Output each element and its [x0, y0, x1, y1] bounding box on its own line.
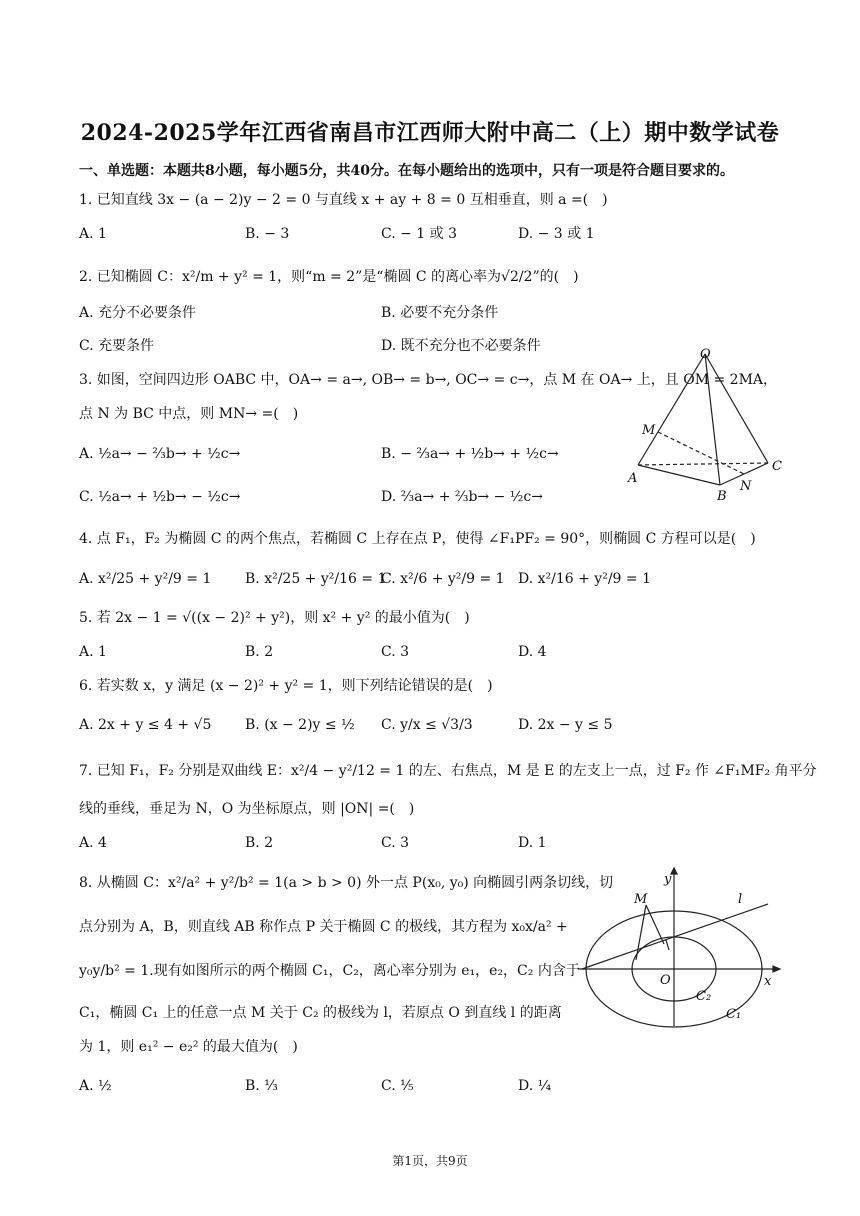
q2-option-c: C. 充要条件 [79, 338, 155, 354]
q1-stem: 1. 已知直线 3x − (a − 2)y − 2 = 0 与直线 x + ay + 8 = 0 互相垂直，则 a =( ) [79, 192, 608, 208]
q7-option-b: B. 2 [245, 835, 274, 851]
q7-option-a: A. 4 [79, 835, 107, 851]
q2-option-b: B. 必要不充分条件 [381, 305, 499, 321]
y-axis-arrow [671, 868, 677, 874]
ellipses-figure [578, 868, 783, 1028]
q8-stem-line3: y₀y/b² = 1.现有如图所示的两个椭圆 C₁，C₂，离心率分别为 e₁，e₂，C₂ 内含于 [79, 963, 580, 979]
q5-option-d: D. 4 [518, 644, 547, 660]
edge-oa [638, 354, 705, 465]
q8-option-d: D. ¼ [518, 1078, 552, 1094]
label-x: x [764, 974, 772, 989]
label-o: O [660, 973, 671, 988]
q7-stem-line1: 7. 已知 F₁，F₂ 分别是双曲线 E：x²/4 − y²/12 = 1 的左、右焦点，M 是 E 的左支上一点，过 F₂ 作 ∠F₁MF₂ 角平分 [79, 763, 817, 779]
q6-option-c: C. y/x ≤ √3/3 [381, 717, 473, 733]
q3-stem-line1: 3. 如图，空间四边形 OABC 中，OA→ = a→, OB→ = b→, OC→ = c→，点 M 在 OA→ 上，且 OM = 2MA， [79, 372, 778, 388]
edge-ob [705, 354, 720, 485]
q3-option-a: A. ½a→ − ⅔b→ + ½c→ [79, 446, 241, 462]
q6-option-b: B. (x − 2)y ≤ ½ [245, 717, 355, 733]
q2-option-d: D. 既不充分也不必要条件 [381, 338, 541, 354]
q3-option-c: C. ½a→ + ½b→ − ½c→ [79, 489, 241, 505]
page-title: 2024-2025学年江西省南昌市江西师大附中高二（上）期中数学试卷 [80, 120, 780, 146]
page-footer: 第1页，共9页 [392, 1154, 468, 1168]
q2-stem: 2. 已知椭圆 C：x²/m + y² = 1，则“m = 2”是“椭圆 C 的离心率为√2/2”的( ) [79, 269, 579, 285]
q1-option-d: D. − 3 或 1 [518, 226, 595, 242]
section-heading: 一、单选题：本题共8小题，每小题5分，共40分。在每小题给出的选项中，只有一项是符合题目要求的。 [79, 163, 734, 179]
label-c: C [772, 459, 782, 474]
q4-option-c: C. x²/6 + y²/9 = 1 [381, 571, 505, 587]
label-o: O [700, 347, 711, 362]
label-m: M [634, 892, 648, 907]
q5-option-c: C. 3 [381, 644, 410, 660]
q5-option-a: A. 1 [79, 644, 107, 660]
q6-option-d: D. 2x − y ≤ 5 [518, 717, 613, 733]
label-m: M [642, 423, 656, 438]
q6-stem: 6. 若实数 x，y 满足 (x − 2)² + y² = 1，则下列结论错误的是( ) [79, 678, 493, 694]
q8-stem-line2: 点分别为 A，B，则直线 AB 称作点 P 关于椭圆 C 的极线，其方程为 x₀x/a² + [79, 919, 568, 935]
segment-m-down [636, 905, 646, 960]
label-c2: C₂ [696, 989, 712, 1004]
label-b: B [717, 489, 727, 504]
q4-option-d: D. x²/16 + y²/9 = 1 [518, 571, 651, 587]
q4-stem: 4. 点 F₁，F₂ 为椭圆 C 的两个焦点，若椭圆 C 上存在点 P，使得 ∠F₁PF₂ = 90°，则椭圆 C 方程可以是( ) [79, 531, 756, 547]
label-c1: C₁ [726, 1007, 742, 1022]
q8-option-c: C. ⅕ [381, 1078, 414, 1094]
q8-option-a: A. ½ [79, 1078, 112, 1094]
label-n: N [740, 479, 752, 494]
q7-stem-line2: 线的垂线，垂足为 N，O 为坐标原点，则 |ON| =( ) [79, 801, 415, 817]
q7-option-c: C. 3 [381, 835, 410, 851]
q4-option-a: A. x²/25 + y²/9 = 1 [79, 571, 212, 587]
q3-option-d: D. ⅔a→ + ⅔b→ − ½c→ [381, 489, 543, 505]
q5-stem: 5. 若 2x − 1 = √((x − 2)² + y²)，则 x² + y² 的最小值为( ) [79, 610, 470, 626]
label-y: y [664, 872, 672, 887]
q3-stem-line2: 点 N 为 BC 中点，则 MN→ =( ) [79, 406, 299, 422]
q6-option-a: A. 2x + y ≤ 4 + √5 [79, 717, 212, 733]
segment-mo [646, 905, 664, 944]
q1-option-c: C. − 1 或 3 [381, 226, 458, 242]
edge-oc [705, 354, 768, 463]
q8-stem-line4: C₁，椭圆 C₁ 上的任意一点 M 关于 C₂ 的极线为 l，若原点 O 到直线 l 的距离 [79, 1005, 562, 1021]
x-axis-arrow [773, 966, 780, 972]
q4-option-b: B. x²/25 + y²/16 = 1 [245, 571, 387, 587]
segment-mn [658, 432, 744, 474]
q8-stem-line1: 8. 从椭圆 C：x²/a² + y²/b² = 1(a > b > 0) 外一点 P(x₀, y₀) 向椭圆引两条切线，切 [79, 875, 614, 891]
label-a: A [628, 471, 638, 486]
right-angle-mark [666, 940, 669, 950]
edge-ac-hidden [638, 463, 768, 465]
label-l: l [738, 892, 743, 907]
q2-option-a: A. 充分不必要条件 [79, 305, 197, 321]
line-l [582, 904, 768, 969]
q8-option-b: B. ⅓ [245, 1078, 278, 1094]
q3-option-b: B. − ⅔a→ + ½b→ + ½c→ [381, 446, 559, 462]
q5-option-b: B. 2 [245, 644, 274, 660]
edge-ab [638, 465, 720, 485]
q7-option-d: D. 1 [518, 835, 547, 851]
q1-option-b: B. − 3 [245, 226, 290, 242]
q1-option-a: A. 1 [79, 226, 107, 242]
tetrahedron-figure [620, 340, 790, 504]
q8-stem-line5: 为 1，则 e₁² − e₂² 的最大值为( ) [79, 1039, 298, 1055]
